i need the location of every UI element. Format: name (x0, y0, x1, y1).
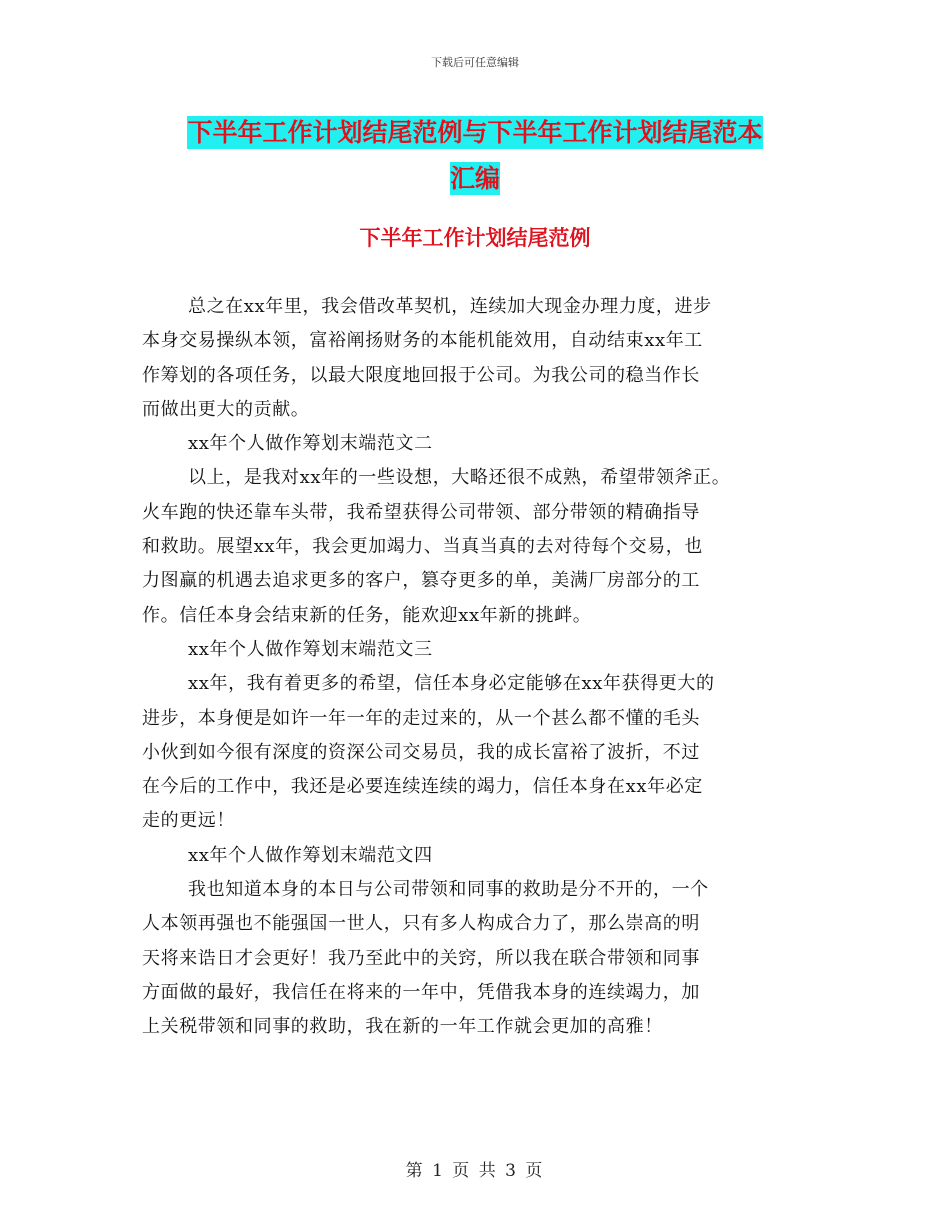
body-line: 和救助。展望xx年，我会更加竭力、当真当真的去对待每个交易，也 (142, 536, 703, 558)
body-line: 以上，是我对xx年的一些设想，大略还很不成熟，希望带领斧正。 (188, 467, 731, 489)
body-text (142, 290, 822, 1045)
body-line: 上关税带领和同事的救助，我在新的一年工作就会更加的高雅！ (142, 1016, 663, 1038)
subheading: xx年个人做作筹划末端范文四 (188, 844, 433, 866)
body-line: 小伙到如今很有深度的资深公司交易员，我的成长富裕了波折，不过 (142, 741, 700, 763)
title-line-2: 汇编 (449, 164, 500, 193)
body-line: 火车跑的快还靠车头带，我希望获得公司带领、部分带领的精确指导 (142, 501, 700, 523)
body-line: 作筹划的各项任务，以最大限度地回报于公司。为我公司的稳当作长 (142, 364, 700, 386)
header-note: 下载后可任意编辑 (431, 56, 519, 69)
body-line: 走的更远！ (142, 810, 235, 832)
body-line: 总之在xx年里，我会借改革契机，连续加大现金办理力度，进步 (188, 296, 712, 317)
body-line: 我也知道本身的本日与公司带领和同事的救助是分不开的，一个 (188, 879, 709, 901)
body-line: 人本领再强也不能强国一世人，只有多人构成合力了，那么崇高的明 (142, 913, 700, 935)
body-line: 本身交易操纵本领，富裕阐扬财务的本能机能效用，自动结束xx年工 (142, 330, 703, 352)
body-line: 而做出更大的贡献。 (142, 398, 310, 420)
title-line-1: 下半年工作计划结尾范例与下半年工作计划结尾范本 (187, 118, 763, 147)
section-title: 下半年工作计划结尾范例 (359, 226, 591, 250)
subheading: xx年个人做作筹划末端范文三 (188, 638, 433, 660)
body-line: 进步，本身便是如许一年一年的走过来的，从一个甚么都不懂的毛头 (142, 707, 700, 729)
body-line: 天将来诰日才会更好！我乃至此中的关窍，所以我在联合带领和同事 (142, 947, 700, 969)
document-title (0, 110, 950, 202)
body-line: 力图赢的机遇去追求更多的客户，篡夺更多的单，美满厂房部分的工 (142, 570, 700, 592)
body-line: xx年，我有着更多的希望，信任本身必定能够在xx年获得更大的 (188, 673, 715, 695)
page-footer: 第 1 页 共 3 页 (405, 1161, 545, 1181)
subheading: xx年个人做作筹划末端范文二 (188, 433, 433, 455)
body-line: 在今后的工作中，我还是必要连续连续的竭力，信任本身在xx年必定 (142, 776, 703, 798)
body-line: 作。信任本身会结束新的任务，能欢迎xx年新的挑衅。 (142, 604, 592, 626)
body-line: 方面做的最好，我信任在将来的一年中，凭借我本身的连续竭力，加 (142, 981, 700, 1003)
